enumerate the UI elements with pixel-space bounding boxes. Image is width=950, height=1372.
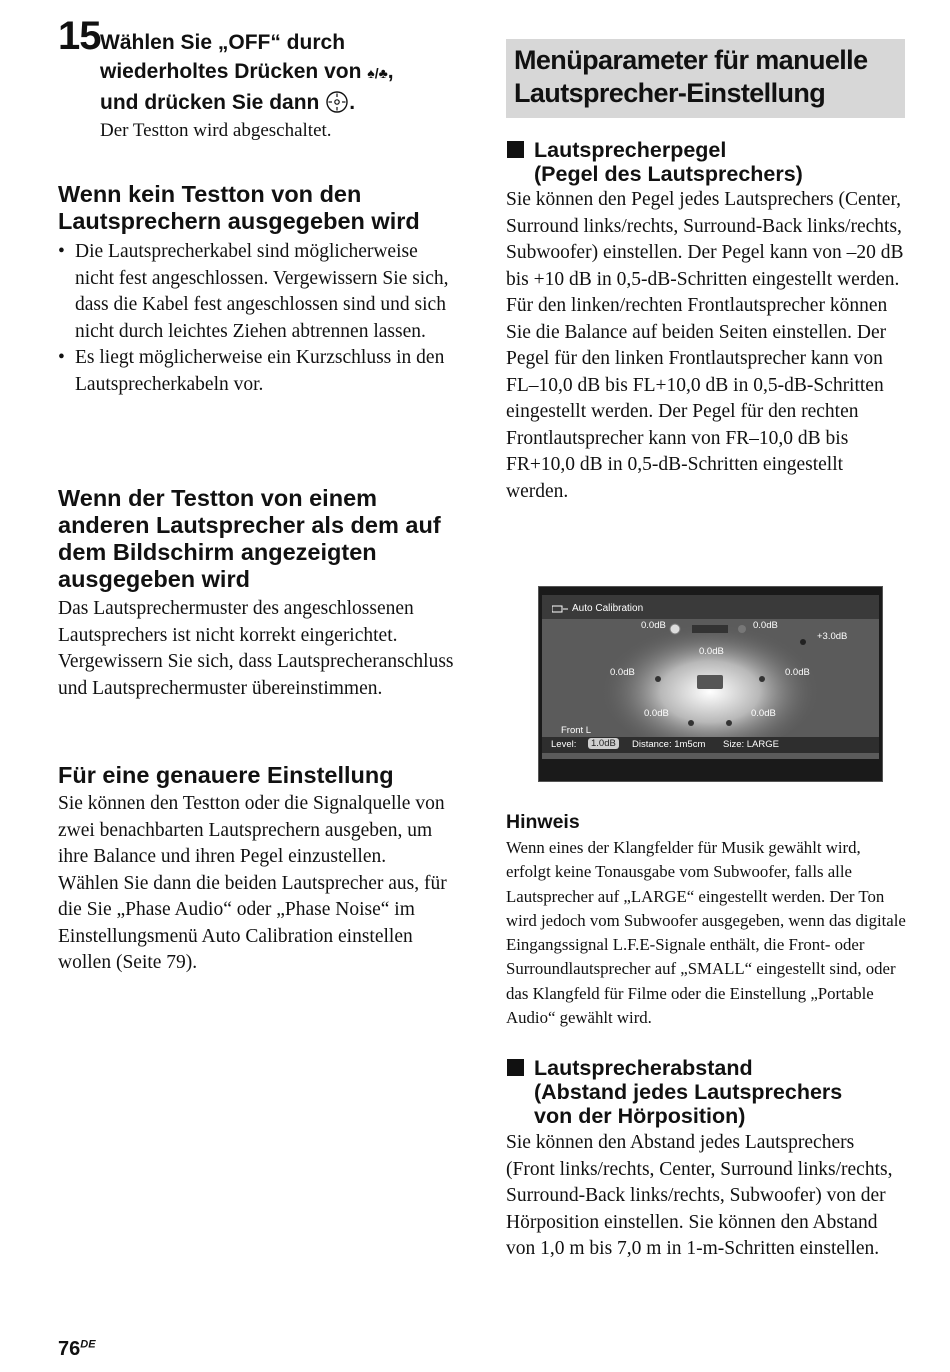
speaker-layout-graphic: [542, 595, 879, 759]
back-r-level: 0.0dB: [751, 708, 776, 719]
step-result: Der Testton wird abgeschaltet.: [100, 120, 332, 141]
step-line-3: und drücken Sie dann .: [100, 91, 356, 114]
step-instruction: [100, 28, 460, 117]
section-title: Für eine genauere Einstellung: [58, 762, 394, 788]
list-item: • Es liegt möglicherweise ein Kurzschluss in den Lautsprecherkabeln vor.: [58, 347, 445, 395]
page-number: 76DE: [58, 1338, 96, 1360]
hint-text: Wenn eines der Klangfelder für Musik gewählt wird, erfolgt keine Tonausgabe vom Subwoofer, falls alle Lautsprecher auf „LARGE“ eingestellt werden. Der Ton wird jedoch vom Subwoofer ausgegeben, wenn das digitale Eingangssignal L.F.E-Signale enthält, die Front- oder Surroundlautsprecher auf „SMALL“ eingestellt sind, oder das Klangfeld für Filme oder die Einstellung „Portable Audio“ gewählt wird.: [506, 838, 906, 1028]
level-status-bar: [542, 737, 879, 753]
square-bullet-icon: [507, 1059, 524, 1076]
square-bullet-icon: [507, 141, 524, 158]
section-text: Sie können den Abstand jedes Lautsprechers (Front links/rechts, Center, Surround links/rechts, Surround-Back links/rechts, Subwoofer) von der Hörposition einstellen. Sie können den Abstand von 1,0 m bis 7,0 m in 1-m-Schritten einstellen.: [506, 1132, 893, 1259]
subwoofer-level: +3.0dB: [817, 631, 848, 642]
enter-button-icon: [325, 90, 349, 114]
heading-line-2: Lautsprecher-Einstellung: [514, 78, 826, 108]
level-label: Level:: [551, 739, 577, 750]
section-no-test-tone: [58, 181, 458, 398]
screen-title: Auto Calibration: [572, 603, 644, 614]
subsection-title: Lautsprecherabstand (Abstand jedes Lautsprechers von der Hörposition): [506, 1056, 906, 1128]
menu-parameters-heading: [506, 39, 905, 118]
surround-l-level: 0.0dB: [610, 667, 635, 678]
subsection-title: Lautsprecherpegel (Pegel des Lautsprechers): [506, 138, 906, 186]
section-text: Wählen Sie dann die beiden Lautsprecher aus, für die Sie „Phase Audio“ oder „Phase Noise“ im Einstellungsmenü Auto Calibration einstellen wollen (Seite 79).: [58, 872, 447, 973]
section-precise-setting: [58, 762, 458, 977]
step-line-2: wiederholtes Drücken von ♠/♣,: [100, 60, 394, 83]
auto-calibration-screen: [538, 586, 883, 782]
up-down-arrow-icon: ♠/♣: [367, 65, 388, 81]
speaker-settings-icon: [552, 604, 568, 614]
bullet-list: [58, 239, 458, 398]
size-readout: Size: LARGE: [723, 739, 779, 750]
step-line-1: Wählen Sie „OFF“ durch: [100, 31, 346, 54]
section-text: Sie können den Pegel jedes Lautsprechers (Center, Surround links/rechts, Surround-Back links/rechts, Subwoofer) einstellen. Der Pegel kann von –20 dB bis +10 dB in 0,5-dB-Schritten eingestellt werden.: [506, 189, 904, 290]
section-title: Wenn kein Testton von den Lautsprechern ausgegeben wird: [58, 181, 420, 234]
selected-speaker: Front L: [561, 725, 592, 736]
level-value-field[interactable]: 1.0dB: [588, 738, 619, 749]
front-r-level: 0.0dB: [753, 620, 778, 631]
section-speaker-level: [506, 138, 906, 505]
screen-panel: [542, 595, 879, 759]
center-level: 0.0dB: [699, 646, 724, 657]
section-title: Wenn der Testton von einem anderen Lautsprecher als dem auf dem Bildschirm angezeigten ausgegeben wird: [58, 485, 441, 592]
distance-readout: Distance: 1m5cm: [632, 739, 706, 750]
section-speaker-distance: [506, 1056, 906, 1263]
section-text: Sie können den Testton oder die Signalquelle von zwei benachbarten Lautsprechern ausgeben, um ihre Balance und ihren Pegel einzustellen.: [58, 793, 445, 867]
section-text: Das Lautsprechermuster des angeschlossenen Lautsprechers ist nicht korrekt eingerichtet. Vergewissern Sie sich, dass Lautsprecheranschluss und Lautsprechermuster übereinstimmen.: [58, 598, 454, 699]
hint-title: Hinweis: [506, 811, 580, 833]
step-number: 15: [58, 14, 101, 58]
section-wrong-speaker: [58, 485, 458, 702]
front-l-level: 0.0dB: [641, 620, 666, 631]
back-l-level: 0.0dB: [644, 708, 669, 719]
section-text: Für den linken/rechten Frontlautsprecher können Sie die Balance auf beiden Seiten einstellen. Der Pegel für den linken Frontlautsprecher kann von FL–10,0 dB bis FL+10,0 dB in 0,5-dB-Schritten eingestellt werden. Der Pegel für den rechten Frontlautsprecher kann von FR–10,0 dB bis FR+10,0 dB in 0,5-dB-Schritten eingestellt werden.: [506, 295, 888, 502]
heading-line-1: Menüparameter für manuelle: [514, 45, 868, 75]
list-item: • Die Lautsprecherkabel sind möglicherweise nicht fest angeschlossen. Vergewissern Sie sich, dass die Kabel fest angeschlossen sind und sich nicht durch leichtes Ziehen abtrennen lassen.: [58, 241, 449, 342]
surround-r-level: 0.0dB: [785, 667, 810, 678]
hint-section: [506, 811, 906, 1030]
